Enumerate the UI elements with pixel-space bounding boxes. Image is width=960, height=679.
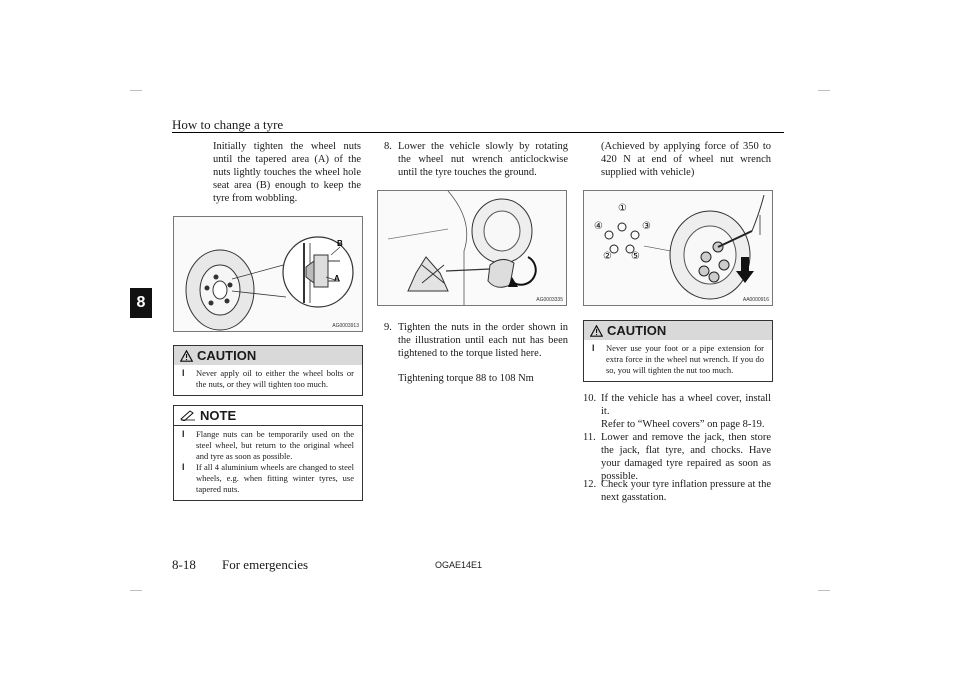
step-8: 8. Lower the vehicle slowly by rotating the wheel nut wrench anticlockwise until the tyre touches the ground. bbox=[384, 141, 568, 178]
caution-box bbox=[583, 320, 773, 382]
step-12: 12. Check your tyre inflation pressure at the next gasstation. bbox=[583, 479, 771, 503]
note-item: l If all 4 aluminium wheels are changed to steel wheels, e.g. when fitting winter tyres, use tapered nuts. bbox=[182, 462, 354, 494]
note-title: NOTE bbox=[200, 408, 237, 423]
note-header bbox=[174, 406, 362, 425]
figure-wheel-nut-detail bbox=[173, 216, 363, 332]
section-name: For emergencies bbox=[222, 557, 309, 572]
caution-header bbox=[174, 346, 362, 365]
note-item: l Flange nuts can be temporarily used on the steel wheel, but return to the original wheel and tyre as soon as possible. bbox=[182, 429, 354, 461]
jack-lowering-illustration bbox=[378, 191, 566, 305]
figure-code: AG0003335 bbox=[536, 297, 563, 303]
bullet-icon: l bbox=[182, 368, 185, 378]
caution-item: l Never use your foot or a pipe extension for extra force in the wheel nut wrench. If you do so, you will tighten the nut too much. bbox=[592, 343, 764, 375]
manual-code: OGAE14E1 bbox=[435, 560, 483, 570]
order-1: ① bbox=[618, 203, 627, 214]
tightening-torque: Tightening torque 88 to 108 Nm bbox=[398, 373, 534, 384]
order-4: ④ bbox=[594, 221, 603, 232]
figure-code: AG0003913 bbox=[332, 323, 359, 329]
intro-paragraph: Initially tighten the wheel nuts until the tapered area (A) of the nuts lightly touches the wheel hole seat area (B) enough to keep the tyre from wobbling. bbox=[213, 141, 361, 204]
page-number: 8-18 bbox=[172, 557, 196, 572]
crop-mark bbox=[818, 590, 830, 591]
step-9: 9. Tighten the nuts in the order shown in the illustration until each nut has been tightened to the torque listed here. bbox=[384, 322, 568, 359]
step-10-reference: Refer to “Wheel covers” on page 8-19. bbox=[601, 419, 765, 430]
caution-box bbox=[173, 345, 363, 396]
page-header-title: How to change a tyre bbox=[172, 117, 284, 132]
chapter-tab: 8 bbox=[130, 288, 152, 318]
order-3: ③ bbox=[642, 221, 651, 232]
force-note: (Achieved by applying force of 350 to 420 N at end of wheel nut wrench supplied with vehicle) bbox=[601, 141, 771, 178]
caution-item: l Never apply oil to either the wheel bolts or the nuts, or they will tighten too much. bbox=[182, 368, 354, 389]
warning-triangle-icon bbox=[590, 325, 603, 337]
warning-triangle-icon bbox=[180, 350, 193, 362]
figure-lower-jack bbox=[377, 190, 567, 306]
caution-title: CAUTION bbox=[607, 323, 667, 338]
order-5: ⑤ bbox=[631, 251, 640, 262]
step-11: 11. Lower and remove the jack, then store the jack, flat tyre, and chocks. Have your damaged tyre repaired as soon as possible. bbox=[583, 432, 771, 482]
note-box bbox=[173, 405, 363, 501]
caution-header bbox=[584, 321, 772, 340]
crop-mark bbox=[818, 90, 830, 91]
label-a: A bbox=[334, 274, 340, 283]
figure-tightening-order bbox=[583, 190, 773, 306]
step-10: 10. If the vehicle has a wheel cover, install it. Refer to “Wheel covers” on page 8-19. bbox=[583, 393, 771, 430]
figure-code: AA0000916 bbox=[742, 297, 769, 303]
header-rule bbox=[172, 132, 784, 133]
nut-order-illustration bbox=[584, 191, 772, 305]
caution-title: CAUTION bbox=[197, 348, 257, 363]
order-2: ② bbox=[603, 251, 612, 262]
bullet-icon: l bbox=[182, 462, 185, 472]
note-pencil-icon bbox=[180, 410, 196, 421]
crop-mark bbox=[130, 90, 142, 91]
crop-mark bbox=[130, 590, 142, 591]
bullet-icon: l bbox=[592, 343, 595, 353]
tyre-nut-illustration bbox=[174, 217, 362, 331]
label-b: B bbox=[337, 239, 343, 248]
bullet-icon: l bbox=[182, 429, 185, 439]
